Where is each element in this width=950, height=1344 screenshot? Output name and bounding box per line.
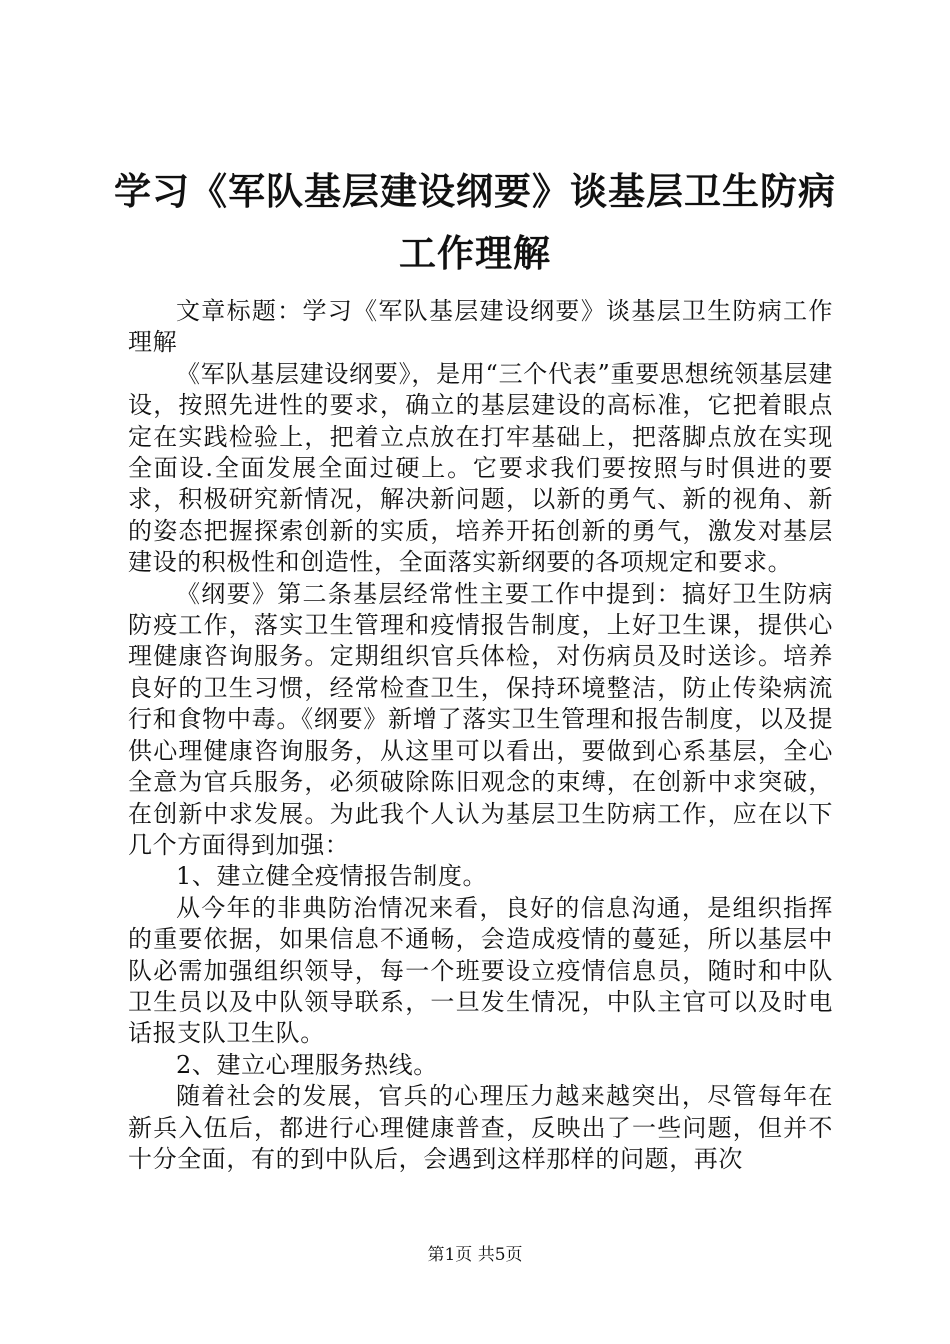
page-footer xyxy=(0,1243,950,1267)
paragraph-section-1: 从今年的非典防治情况来看，良好的信息沟通，是组织指挥的重要依据，如果信息不通畅，会造成疫情的蔓延，所以基层中队必需加强组织领导，每一个班要设立疫情信息员，随时和中队卫生员以及中队领导联系，一旦发生情况，中队主官可以及时电话报支队卫生队。 xyxy=(128,893,833,1048)
paragraph-intro: 《军队基层建设纲要》，是用“三个代表”重要思想统领基层建设，按照先进性的要求，确立的基层建设的高标准，它把着眼点定在实践检验上，把着立点放在打牢基础上，把落脚点放在实现全面设.全面发展全面过硬上。它要求我们要按照与时俱进的要求，积极研究新情况，解决新问题，以新的勇气、新的视角、新的姿态把握探索创新的实质，培养开拓创新的勇气，激发对基层建设的积极性和创造性，全面落实新纲要的各项规定和要求。 xyxy=(128,359,833,577)
paragraph-outline-article-two: 《纲要》第二条基层经常性主要工作中提到：搞好卫生防病防疫工作，落实卫生管理和疫情报告制度，上好卫生课，提供心理健康咨询服务。定期组织官兵体检，对伤病员及时送诊。培养良好的卫生习惯，经常检查卫生，保持环境整洁，防止传染病流行和食物中毒。《纲要》新增了落实卫生管理和报告制度，以及提供心理健康咨询服务，从这里可以看出，要做到心系基层，全心全意为官兵服务，必须破除陈旧观念的束缚，在创新中求突破，在创新中求发展。为此我个人认为基层卫生防病工作，应在以下几个方面得到加强： xyxy=(128,579,833,859)
page-number-label: 第1页 共5页 xyxy=(427,1245,523,1265)
paragraph-section-2: 随着社会的发展，官兵的心理压力越来越突出，尽管每年在新兵入伍后，都进行心理健康普查，反映出了一些问题，但并不十分全面，有的到中队后，会遇到这样那样的问题，再次 xyxy=(128,1082,833,1173)
section-heading-2: 2、建立心理服务热线。 xyxy=(176,1050,438,1079)
document-body xyxy=(128,296,833,1175)
document-title: 学习《军队基层建设纲要》谈基层卫生防病工作理解 xyxy=(114,169,836,275)
paragraph-article-title: 文章标题：学习《军队基层建设纲要》谈基层卫生防病工作理解 xyxy=(128,297,833,357)
section-heading-1: 1、建立健全疫情报告制度。 xyxy=(176,862,488,891)
